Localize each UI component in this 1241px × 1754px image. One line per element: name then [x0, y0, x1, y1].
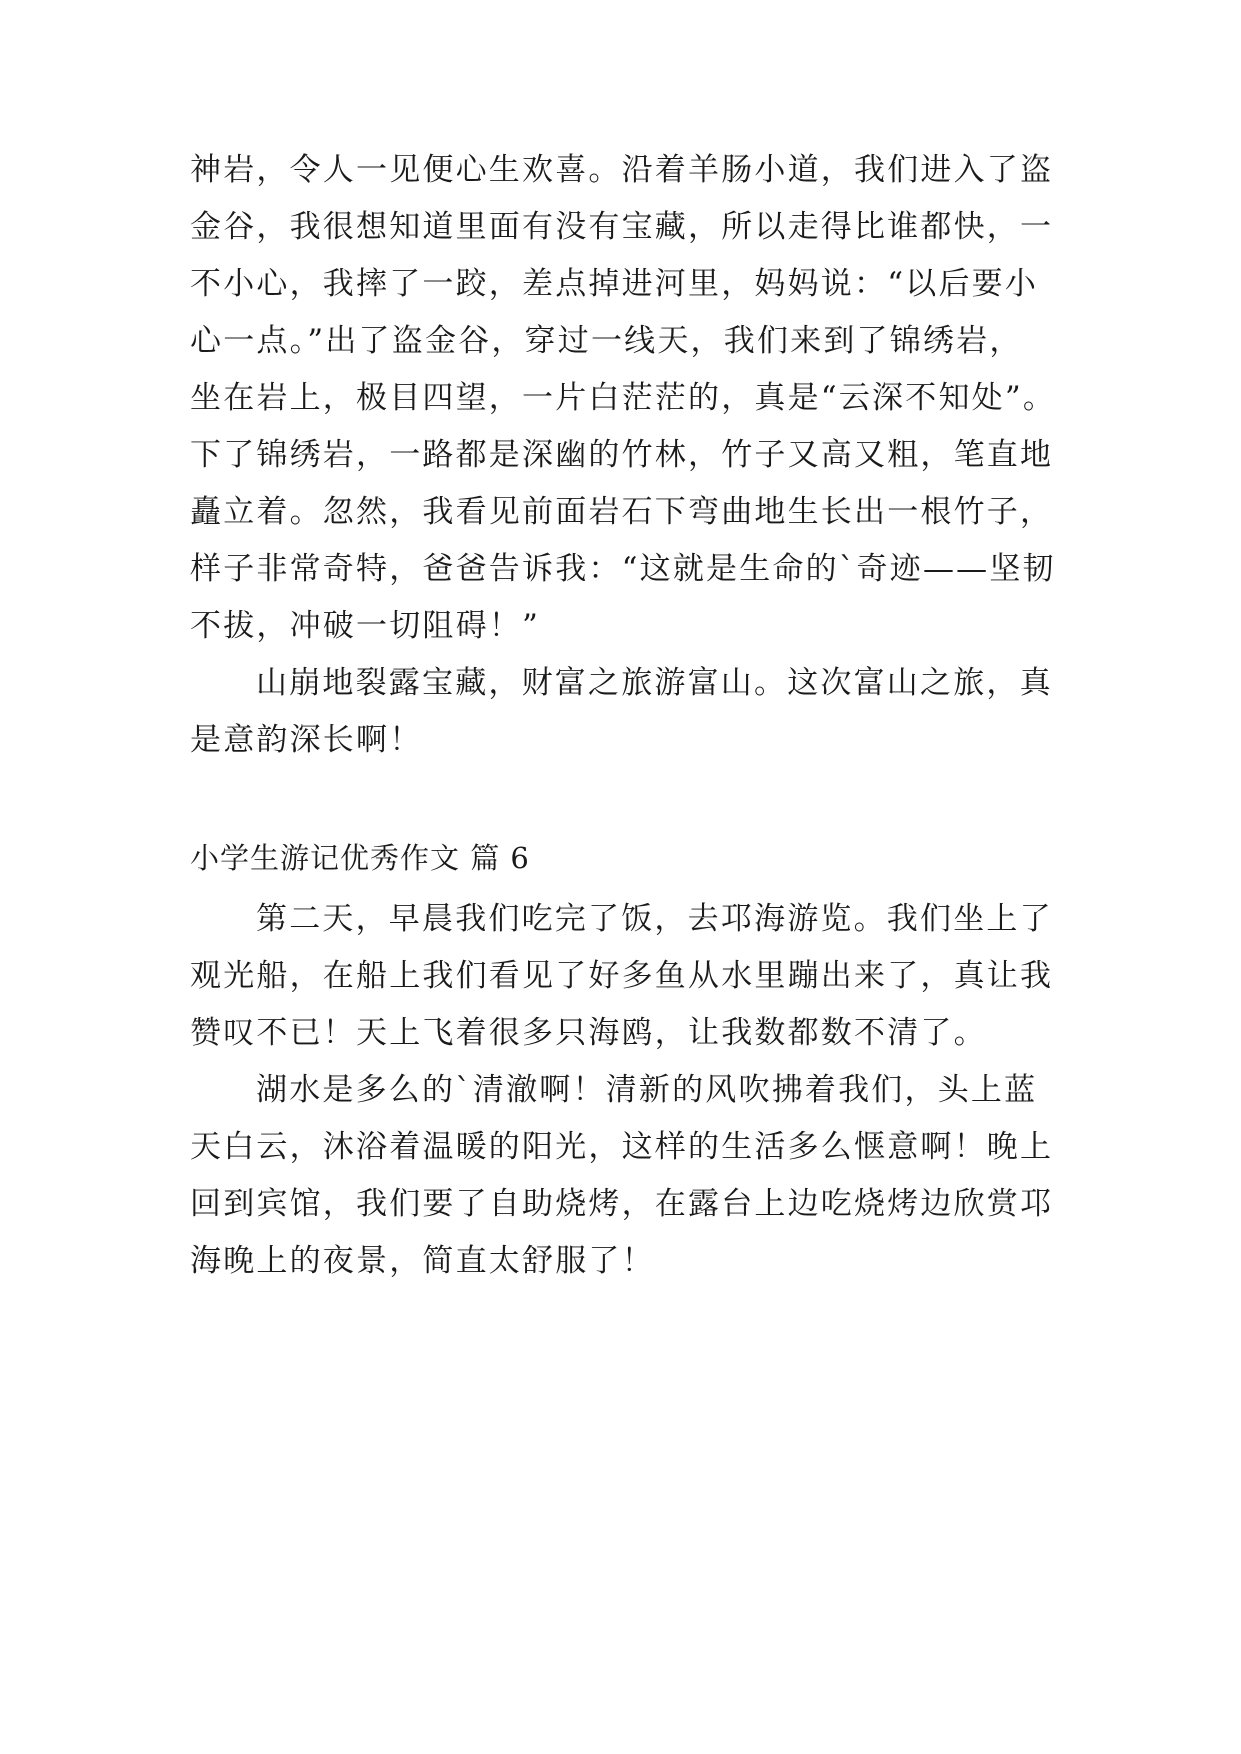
- text-line: 下了锦绣岩，一路都是深幽的竹林，竹子又高又粗，笔直地: [190, 437, 1054, 473]
- section-heading: 小学生游记优秀作文 篇 6: [190, 841, 530, 875]
- text-line: 矗立着。忽然，我看见前面岩石下弯曲地生长出一根竹子，: [190, 494, 1054, 530]
- text-line: 心一点。”出了盗金谷，穿过一线天，我们来到了锦绣岩，: [190, 323, 1023, 359]
- text-line: 回到宾馆，我们要了自助烧烤，在露台上边吃烧烤边欣赏邛: [190, 1186, 1054, 1222]
- text-line: 海晚上的夜景，简直太舒服了！: [190, 1243, 655, 1279]
- text-line: 是意韵深长啊！: [190, 722, 423, 758]
- text-line: 观光船，在船上我们看见了好多鱼从水里蹦出来了，真让我: [190, 958, 1054, 994]
- text-line: 湖水是多么的`清澈啊！清新的风吹拂着我们，头上蓝: [256, 1072, 1038, 1108]
- text-line: 天白云，沐浴着温暖的阳光，这样的生活多么惬意啊！晚上: [190, 1129, 1054, 1165]
- text-line: 坐在岩上，极目四望，一片白茫茫的，真是“云深不知处”。: [190, 380, 1057, 416]
- text-line: 不小心，我摔了一跤，差点掉进河里，妈妈说：“以后要小: [190, 266, 1039, 302]
- text-line: 不拔，冲破一切阻碍！”: [190, 608, 541, 644]
- text-line: 赞叹不已！天上飞着很多只海鸥，让我数都数不清了。: [190, 1015, 987, 1051]
- text-line: 神岩，令人一见便心生欢喜。沿着羊肠小道，我们进入了盗: [190, 152, 1054, 188]
- text-line: 第二天，早晨我们吃完了饭，去邛海游览。我们坐上了: [256, 901, 1053, 937]
- text-line: 样子非常奇特，爸爸告诉我：“这就是生命的`奇迹——坚韧: [190, 551, 1056, 587]
- text-line: 山崩地裂露宝藏，财富之旅游富山。这次富山之旅，真: [256, 665, 1053, 701]
- text-line: 金谷，我很想知道里面有没有宝藏，所以走得比谁都快，一: [190, 209, 1054, 245]
